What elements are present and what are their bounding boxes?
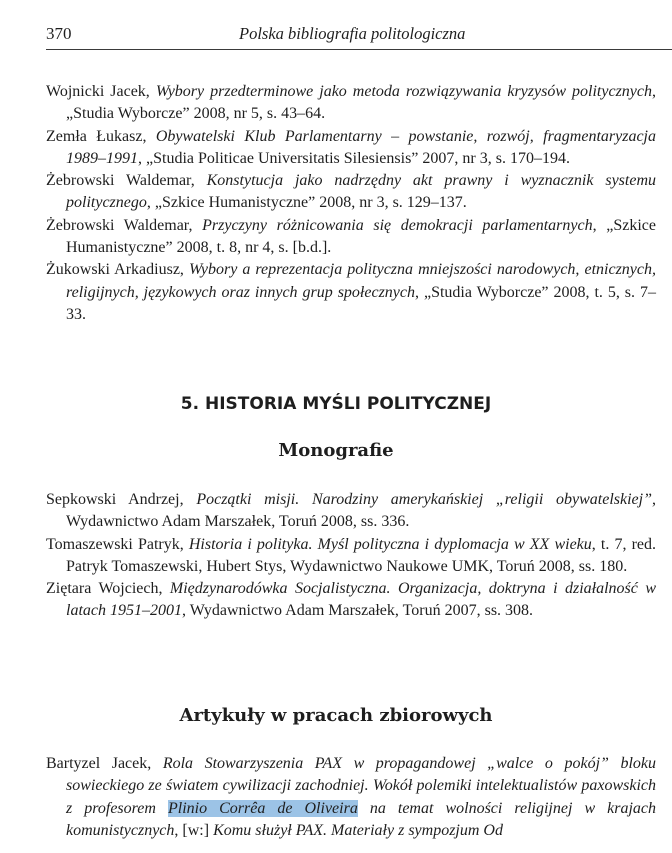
bibliography-entry: Żukowski Arkadiusz, Wybory a reprezentacja polityczna mniejszości narodowych, etnicznych, religijnych, językowych oraz innych grup społecznych, „Studia Wyborcze” 2008, t. 5, s. 7–33. [46, 261, 657, 323]
bibliography-entry: Bartyzel Jacek, Rola Stowarzyszenia PAX w propagandowej „walce o pokój” bloku sowieckiego ze światem cywilizacji zachodniej. Wokół polemiki intelektualistów paxowskich z profesorem Plinio Corrêa de Oliveira na temat wolności religijnej w krajach komunistycznych, [w:] Komu służył PAX. Materiały z sympozjum Od [46, 755, 657, 839]
bibliography-entry: Żebrowski Waldemar, Konstytucja jako nadrzędny akt prawny i wyznacznik systemu politycznego, „Szkice Humanistyczne” 2008, nr 3, s. 129–137. [46, 172, 656, 212]
bibliography-entry: Wojnicki Jacek, Wybory przedterminowe jako metoda rozwiązywania kryzysów politycznych, „Studia Wyborcze” 2008, nr 5, s. 43–64. [46, 83, 656, 123]
bibliography-list-3 [46, 753, 656, 842]
bibliography-entry: Zemła Łukasz, Obywatelski Klub Parlamentarny – powstanie, rozwój, fragmentaryzacja 1989–1991, „Studia Politicae Universitatis Silesiensis” 2007, nr 3, s. 170–194. [46, 127, 656, 167]
page-header [0, 0, 672, 46]
section-heading: 5. HISTORIA MYŚLI POLITYCZNEJ [180, 394, 492, 414]
bibliography-list-2 [46, 489, 656, 623]
selected-text-highlight[interactable]: Plinio Corrêa de Oliveira [167, 799, 358, 817]
running-title: Polska bibliografia politologiczna [239, 24, 466, 43]
bibliography-entry: Tomaszewski Patryk, Historia i polityka. Myśl polityczna i dyplomacja w XX wieku, t. 7, red. Patryk Tomaszewski, Hubert Stys, Wydawnictwo Naukowe UMK, Toruń 2008, ss. 180. [46, 535, 657, 575]
subheading-artykuly: Artykuły w pracach zbiorowych [179, 705, 493, 726]
bibliography-entry: Ziętara Wojciech, Międzynarodówka Socjalistyczna. Organizacja, doktryna i działalność w latach 1951–2001, Wydawnictwo Adam Marszałek, Toruń 2007, ss. 308. [46, 580, 656, 620]
bibliography-list-1 [46, 81, 656, 326]
bibliography-entry: Żebrowski Waldemar, Przyczyny różnicowania się demokracji parlamentarnych, „Szkice Humanistyczne” 2008, t. 8, nr 4, s. [b.d.]. [46, 216, 656, 257]
subheading-monografie: Monografie [278, 440, 394, 461]
header-rule [46, 49, 672, 50]
page-number: 370 [46, 24, 72, 43]
bibliography-entry: Sepkowski Andrzej, Początki misji. Narodziny amerykańskiej „religii obywatelskiej”, Wydawnictwo Adam Marszałek, Toruń 2008, ss. 336. [46, 491, 656, 531]
